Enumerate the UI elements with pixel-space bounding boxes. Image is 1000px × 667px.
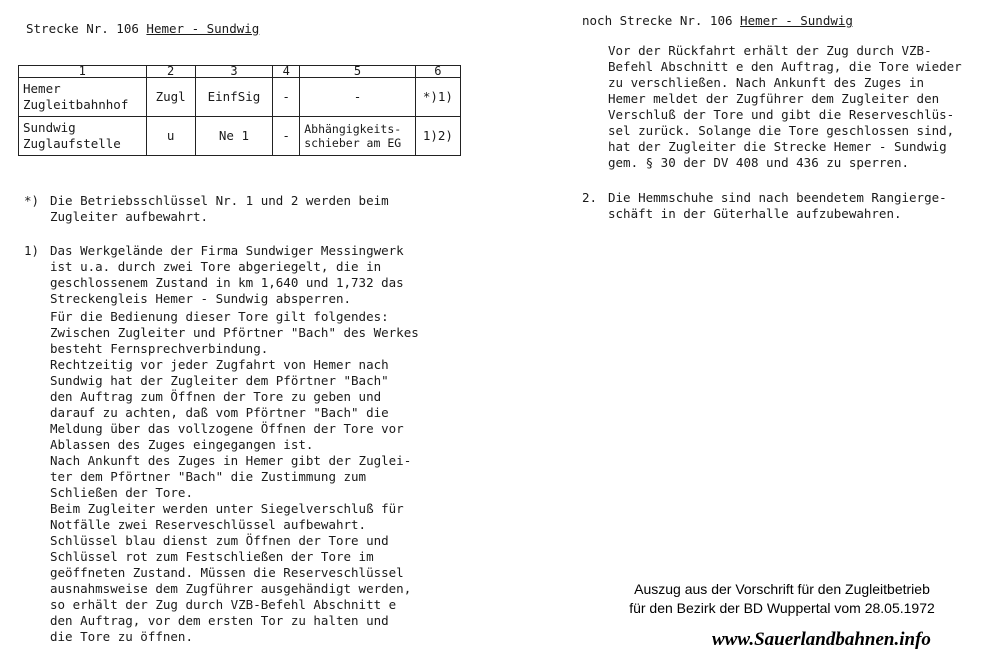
left-header-route: Hemer - Sundwig xyxy=(146,21,260,36)
table-header-row xyxy=(19,66,461,78)
status-cell: Zugl xyxy=(146,78,195,117)
note-two-text: Die Hemmschuhe sind nach beendetem Rangierge- schäft in der Güterhalle aufzubewahren. xyxy=(608,190,947,221)
col4-cell: - xyxy=(273,117,300,156)
col4-cell: - xyxy=(273,78,300,117)
col-header-1: 1 xyxy=(19,66,147,78)
note-one-body: Für die Bedienung dieser Tore gilt folgendes: Zwischen Zugleiter und Pförtner "Bach" des Werkes besteht Fernsprechverbindung. Rechtzeitig vor jeder Zugfahrt von Hemer nach Sundwig hat der Zugleiter dem Pförtner "Bach" den Auftrag zum Öffnen der Tore zu geben und darauf zu achten, daß vom Pförtner "Bach" die Meldung über das vollzogene Öffnen der Tore vor Ablassen des Zuges eingegangen ist. Nach Ankunft des Zuges in Hemer gibt der Zuglei- ter dem Pförtner "Bach" die Zustimmung zum Schließen der Tore. Beim Zugleiter werden unter Siegelverschluß für Notfälle zwei Reserveschlüssel aufbewahrt. Schlüssel blau dienst zum Öffnen der Tore und Schlüssel rot zum Festschließen der Tore im geöffneten Zustand. Müssen die Reserveschlüssel ausnahmsweise dem Zugführer ausgehändigt werden, so erhält der Zug durch VZB-Befehl Abschnitt e den Auftrag, vor dem ersten Tor zu halten und die Tore zu öffnen. xyxy=(50,309,419,644)
signal-cell: Ne 1 xyxy=(195,117,272,156)
notes-ref-cell: *)1) xyxy=(415,78,460,117)
col-header-5: 5 xyxy=(300,66,416,78)
table-row xyxy=(19,78,461,117)
right-header-route: Hemer - Sundwig xyxy=(740,13,853,28)
station-cell: Sundwig Zuglaufstelle xyxy=(19,117,147,156)
col-header-4: 4 xyxy=(273,66,300,78)
dependency-cell: - xyxy=(300,78,416,117)
notes-ref-cell: 1)2) xyxy=(415,117,460,156)
col-header-6: 6 xyxy=(415,66,460,78)
status-cell: u xyxy=(146,117,195,156)
col-header-3: 3 xyxy=(195,66,272,78)
route-table xyxy=(18,65,461,156)
note-star-text: Die Betriebsschlüssel Nr. 1 und 2 werden beim Zugleiter aufbewahrt. xyxy=(50,193,389,224)
table-row xyxy=(19,117,461,156)
right-continuation-text: Vor der Rückfahrt erhält der Zug durch VZB- Befehl Abschnitt e den Auftrag, die Tore wieder zu verschließen. Nach Ankunft des Zuges in Hemer meldet der Zugführer dem Zugleiter den Verschluß der Tore und gibt die Reserveschlüs- sel zurück. Solange die Tore geschlossen sind, hat der Zugleiter die Strecke Hemer - Sundwig gem. § 30 der DV 408 und 436 zu sperren. xyxy=(608,43,962,170)
left-header-prefix: Strecke Nr. 106 xyxy=(26,21,147,36)
note-one-intro: Das Werkgelände der Firma Sundwiger Messingwerk ist u.a. durch zwei Tore abgeriegelt, die in geschlossenem Zustand in km 1,640 und 1,732 das Streckengleis Hemer - Sundwig absperren. xyxy=(50,243,404,306)
note-two-marker: 2. xyxy=(582,190,598,205)
right-header xyxy=(582,13,853,29)
left-header xyxy=(26,21,259,37)
col-header-2: 2 xyxy=(146,66,195,78)
signal-cell: EinfSig xyxy=(195,78,272,117)
dependency-cell: Abhängigkeits- schieber am EG xyxy=(300,117,416,156)
right-header-prefix: noch Strecke Nr. 106 xyxy=(582,13,741,28)
station-cell: Hemer Zugleitbahnhof xyxy=(19,78,147,117)
note-one-marker: 1) xyxy=(24,243,40,258)
website-watermark: www.Sauerlandbahnen.info xyxy=(712,629,931,650)
note-star-marker: *) xyxy=(24,193,40,208)
source-caption: Auszug aus der Vorschrift für den Zugleitbetrieb für den Bezirk der BD Wuppertal vom 28.05.1972 xyxy=(629,581,935,616)
